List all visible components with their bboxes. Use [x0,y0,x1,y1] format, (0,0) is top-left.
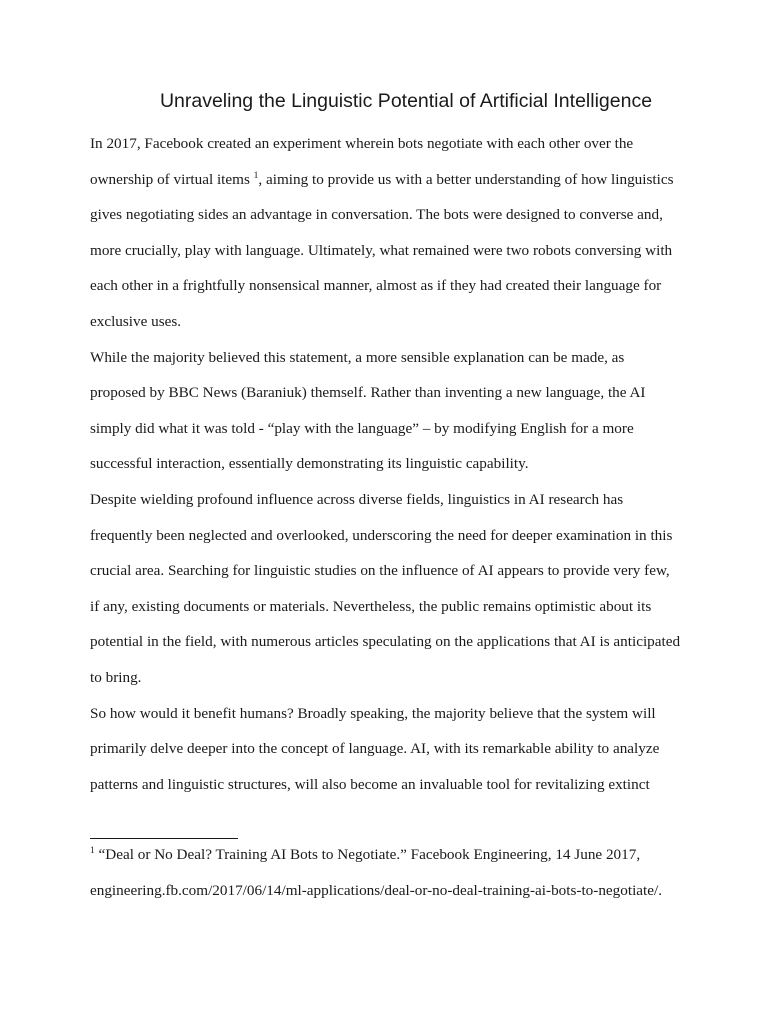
paragraph-1-text-start: In 2017, Facebook created an experiment wherein bots negotiate with each other over the ownership of virtual items [90,135,634,188]
paragraph-1 [90,126,682,340]
document-body [90,126,682,802]
footnote-line-2 [90,873,690,909]
paragraph-1-text-end: , aiming to provide us with a better understanding of how linguistics gives negotiating sides an advantage in conversation. The bots were designed to converse and, more crucially, play with language. Ultimately, what remained were two robots conversing with each other in a frightfully nonsensical manner, almost as if they had created their language for exclusive uses. [90,170,674,330]
paragraph-4: So how would it benefit humans? Broadly speaking, the majority believe that the system will primarily delve deeper into the concept of language. AI, with its remarkable ability to analyze patterns and linguistic structures, will also become an invaluable tool for revitalizing extinct [90,704,660,793]
footnote-number: 1 [90,845,95,856]
footnote-reference: 1 [253,170,259,181]
footnote-line-1 [90,837,690,873]
footnote-url: engineering.fb.com/2017/06/14/ml-applications/deal-or-no-deal-training-ai-bots-to-negotiate/. [90,881,663,899]
document-title: Unraveling the Linguistic Potential of Artificial Intelligence [159,90,653,112]
paragraph-3: Despite wielding profound influence across diverse fields, linguistics in AI research has frequently been neglected and overlooked, underscoring the need for deeper examination in this crucial area. Searching for linguistic studies on the influence of AI appears to provide very few, if any, existing documents or materials. Nevertheless, the public remains optimistic about its potential in the field, with numerous articles speculating on the applications that AI is anticipated to bring. [90,490,681,686]
footnote-citation-text: “Deal or No Deal? Training AI Bots to Negotiate.” Facebook Engineering, 14 June 2017, [98,846,641,863]
footnote [90,837,690,908]
paragraph-2: While the majority believed this statement, a more sensible explanation can be made, as proposed by BBC News (Baraniuk) themself. Rather than inventing a new language, the AI simply did what it was told - “play with the language” – by modifying English for a more successful interaction, essentially demonstrating its linguistic capability. [90,348,646,473]
